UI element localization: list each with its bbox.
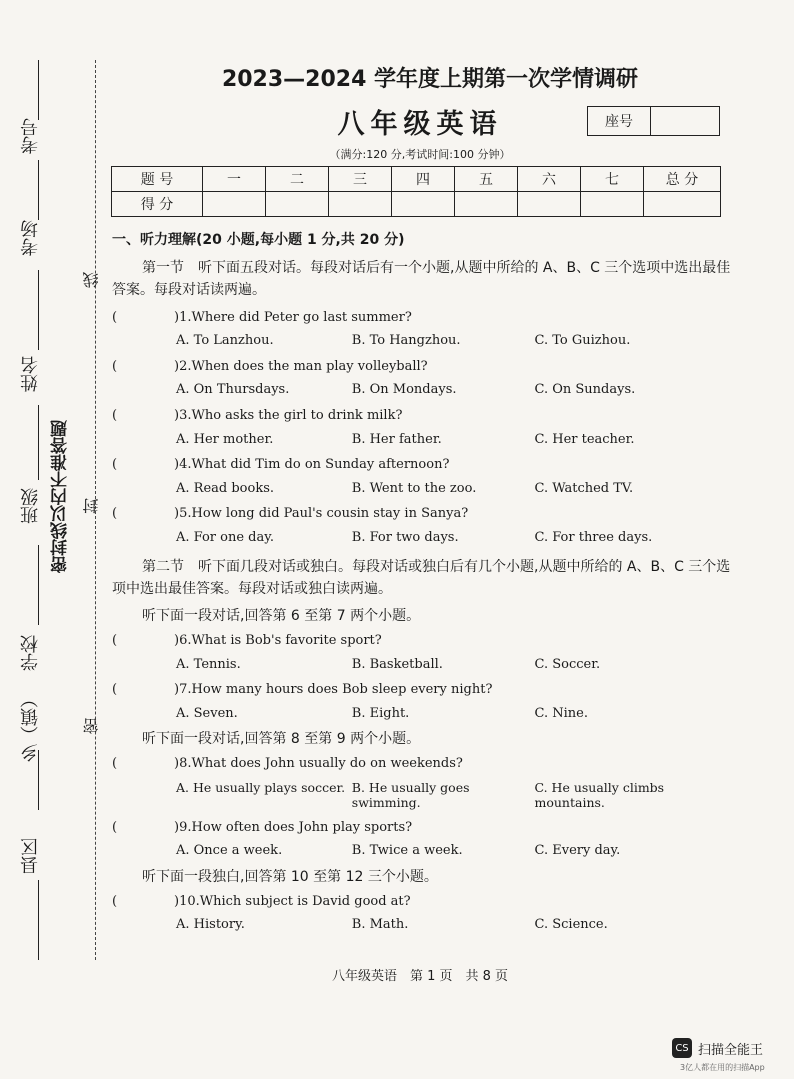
options-4 bbox=[112, 481, 732, 497]
question-text: How long did Paul's cousin stay in Sanya? bbox=[191, 506, 469, 522]
option-b: B. To Hangzhou. bbox=[351, 333, 461, 349]
answer-bracket[interactable]: ( bbox=[112, 633, 144, 649]
options-1 bbox=[112, 333, 732, 349]
question-number: )10. bbox=[174, 893, 200, 909]
score-input-cell[interactable] bbox=[266, 192, 329, 217]
option-b: B. Her father. bbox=[351, 431, 442, 447]
exam-title: 2023—2024 学年度上期第一次学情调研 bbox=[221, 67, 639, 92]
options-10 bbox=[112, 917, 732, 933]
exam-content bbox=[112, 232, 732, 943]
seal-word-seal: 封 bbox=[82, 498, 101, 514]
question-9 bbox=[112, 820, 732, 836]
option-b: B. Eight. bbox=[351, 705, 410, 721]
option-b: B. He usually goes swimming. bbox=[351, 779, 470, 810]
intro-8-9: 听下面一段对话,回答第 8 至第 9 两个小题。 bbox=[142, 731, 421, 748]
question-1 bbox=[112, 310, 732, 326]
exam-number-line bbox=[38, 60, 39, 120]
option-c: C. On Sundays. bbox=[534, 382, 636, 398]
class-label: 班级 bbox=[20, 488, 41, 524]
answer-bracket[interactable]: ( bbox=[112, 682, 144, 698]
township-label: 乡（镇） bbox=[20, 690, 41, 762]
option-c: C. Watched TV. bbox=[534, 480, 634, 496]
options-8 bbox=[112, 780, 732, 810]
option-a: A. To Lanzhou. bbox=[176, 333, 274, 349]
option-a: A. Seven. bbox=[176, 705, 238, 721]
question-text: What did Tim do on Sunday afternoon? bbox=[191, 457, 450, 473]
option-a: A. Her mother. bbox=[176, 431, 274, 447]
option-b: B. For two days. bbox=[351, 529, 459, 545]
question-3 bbox=[112, 408, 732, 424]
exam-subject: 八年级英语 bbox=[337, 109, 503, 140]
question-number: )8. bbox=[174, 756, 192, 772]
option-c: C. To Guizhou. bbox=[534, 333, 631, 349]
score-table-header-row bbox=[112, 167, 721, 192]
question-text: Which subject is David good at? bbox=[199, 893, 411, 909]
question-number: )3. bbox=[174, 407, 192, 423]
scanner-tagline: 3亿人都在用的扫描App bbox=[680, 1063, 765, 1072]
name-line bbox=[38, 270, 39, 350]
score-input-cell[interactable] bbox=[581, 192, 644, 217]
exam-number-label: 考号 bbox=[20, 118, 41, 154]
answer-bracket[interactable]: ( bbox=[112, 756, 144, 772]
seat-number-field[interactable] bbox=[651, 107, 719, 135]
option-c: C. Every day. bbox=[534, 843, 621, 859]
score-cell: 六 bbox=[518, 167, 581, 192]
question-text: How often does John play sports? bbox=[191, 819, 413, 835]
option-c: C. He usually climbs mountains. bbox=[534, 779, 665, 810]
question-6 bbox=[112, 633, 732, 649]
intro-6-7: 听下面一段对话,回答第 6 至第 7 两个小题。 bbox=[142, 608, 421, 625]
question-7 bbox=[112, 682, 732, 698]
score-input-cell[interactable] bbox=[455, 192, 518, 217]
question-number: )7. bbox=[174, 682, 192, 698]
option-a: A. He usually plays soccer. bbox=[176, 779, 346, 795]
county-label: 县区 bbox=[20, 838, 41, 874]
school-label: 学校 bbox=[20, 635, 41, 671]
option-b: B. Basketball. bbox=[351, 656, 443, 672]
part1-instructions: 第一节 听下面五段对话。每段对话后有一个小题,从题中所给的 A、B、C 三个选项中选出最佳答案。每段对话读两遍。 bbox=[112, 259, 731, 299]
question-number: )6. bbox=[174, 633, 192, 649]
option-a: A. On Thursdays. bbox=[176, 382, 290, 398]
options-3 bbox=[112, 432, 732, 448]
question-text: When does the man play volleyball? bbox=[191, 358, 428, 374]
name-label: 姓名 bbox=[20, 356, 41, 392]
score-table-score-row bbox=[112, 192, 721, 217]
question-text: What is Bob's favorite sport? bbox=[191, 633, 382, 649]
page-footer: 八年级英语 第 1 页 共 8 页 bbox=[331, 969, 509, 984]
question-text: What does John usually do on weekends? bbox=[191, 756, 463, 772]
option-c: C. Nine. bbox=[534, 705, 588, 721]
score-cell: 三 bbox=[329, 167, 392, 192]
seal-word-secret: 密 bbox=[82, 718, 101, 734]
seal-notice: 密封线以内不准答题 bbox=[51, 420, 71, 573]
part2-instructions: 第二节 听下面几段对话或独白。每段对话或独白后有几个小题,从题中所给的 A、B、C 三个选项中选出最佳答案。每段对话或独白读两遍。 bbox=[112, 558, 731, 597]
option-a: A. Once a week. bbox=[176, 843, 283, 859]
score-cell: 题 号 bbox=[112, 167, 203, 192]
question-number: )1. bbox=[174, 309, 192, 325]
option-c: C. For three days. bbox=[534, 529, 653, 545]
score-input-cell[interactable] bbox=[392, 192, 455, 217]
score-table bbox=[111, 166, 721, 217]
intro-10-12: 听下面一段独白,回答第 10 至第 12 三个小题。 bbox=[142, 869, 438, 886]
score-input-cell[interactable] bbox=[518, 192, 581, 217]
answer-bracket[interactable]: ( bbox=[112, 457, 144, 473]
score-input-cell[interactable] bbox=[203, 192, 266, 217]
question-text: Where did Peter go last summer? bbox=[191, 309, 412, 325]
exam-room-label: 考场 bbox=[20, 220, 41, 256]
question-number: )5. bbox=[174, 506, 192, 522]
question-2 bbox=[112, 359, 732, 375]
score-input-cell[interactable] bbox=[644, 192, 721, 217]
seat-number-box[interactable] bbox=[587, 106, 720, 136]
option-b: B. Twice a week. bbox=[351, 843, 463, 859]
seat-number-label: 座号 bbox=[588, 107, 651, 135]
score-cell: 一 bbox=[203, 167, 266, 192]
options-6 bbox=[112, 657, 732, 673]
option-a: A. For one day. bbox=[176, 529, 274, 545]
scanner-watermark bbox=[672, 1038, 763, 1058]
question-4 bbox=[112, 457, 732, 473]
score-cell: 二 bbox=[266, 167, 329, 192]
answer-bracket[interactable]: ( bbox=[112, 893, 144, 909]
options-2 bbox=[112, 382, 732, 398]
options-5 bbox=[112, 530, 732, 546]
option-a: A. History. bbox=[176, 917, 245, 933]
score-cell: 七 bbox=[581, 167, 644, 192]
answer-bracket[interactable]: ( bbox=[112, 819, 144, 835]
option-c: C. Science. bbox=[534, 917, 608, 933]
option-a: A. Read books. bbox=[176, 480, 274, 496]
score-cell: 五 bbox=[455, 167, 518, 192]
scanner-logo-icon: CS bbox=[672, 1038, 692, 1058]
score-cell: 总 分 bbox=[644, 167, 721, 192]
answer-bracket[interactable]: ( bbox=[112, 407, 144, 423]
answer-bracket[interactable]: ( bbox=[112, 358, 144, 374]
answer-bracket[interactable]: ( bbox=[112, 309, 144, 325]
option-c: C. Her teacher. bbox=[534, 431, 635, 447]
question-8 bbox=[112, 756, 732, 772]
answer-bracket[interactable]: ( bbox=[112, 506, 144, 522]
score-cell: 四 bbox=[392, 167, 455, 192]
question-5 bbox=[112, 506, 732, 522]
question-number: )9. bbox=[174, 819, 192, 835]
section-heading: 一、听力理解(20 小题,每小题 1 分,共 20 分) bbox=[112, 232, 405, 248]
scanner-app-name: 扫描全能王 bbox=[698, 1042, 764, 1058]
score-row-label: 得 分 bbox=[112, 192, 203, 217]
question-number: )4. bbox=[174, 457, 192, 473]
question-number: )2. bbox=[174, 358, 192, 374]
options-7 bbox=[112, 706, 732, 722]
score-note: （满分:120 分,考试时间:100 分钟） bbox=[329, 148, 511, 161]
option-b: B. Math. bbox=[351, 917, 409, 933]
seal-word-line: 线 bbox=[82, 272, 101, 288]
question-text: Who asks the girl to drink milk? bbox=[191, 407, 403, 423]
question-text: How many hours does Bob sleep every night? bbox=[191, 682, 493, 698]
option-b: B. On Mondays. bbox=[351, 382, 457, 398]
county-line bbox=[38, 880, 39, 960]
exam-room-line bbox=[38, 160, 39, 220]
score-input-cell[interactable] bbox=[329, 192, 392, 217]
class-line bbox=[38, 405, 39, 480]
option-b: B. Went to the zoo. bbox=[351, 480, 477, 496]
school-line bbox=[38, 545, 39, 625]
option-a: A. Tennis. bbox=[176, 656, 241, 672]
question-10 bbox=[112, 894, 732, 910]
option-c: C. Soccer. bbox=[534, 656, 601, 672]
options-9 bbox=[112, 843, 732, 859]
